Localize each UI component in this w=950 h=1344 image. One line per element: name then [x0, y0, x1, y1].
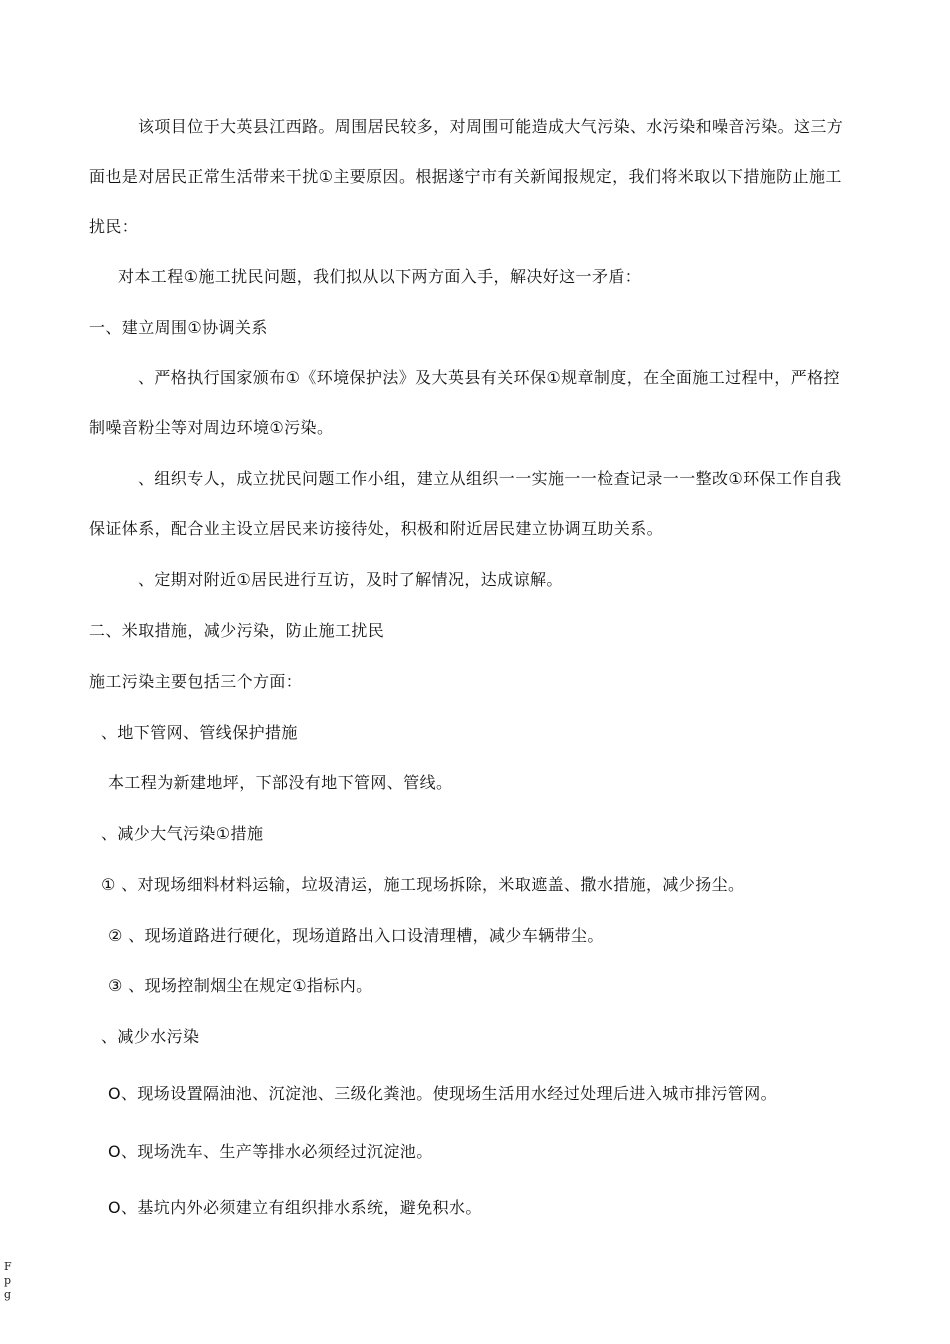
section-heading-2: 二、米取措施，减少污染，防止施工扰民: [89, 621, 385, 640]
item-regulations-line-2: 制噪音粉尘等对周边环境①污染。: [89, 418, 334, 437]
pollution-intro: 施工污染主要包括三个方面：: [89, 672, 303, 691]
margin-mark-p: p: [4, 1274, 12, 1287]
item-workgroup-line-1: 、组织专人，成立扰民问题工作小组，建立从组织一一实施一一检查记录一一整改①环保工作自我: [138, 469, 842, 488]
air-measure-3: ③ 、现场控制烟尘在规定①指标内。: [108, 976, 373, 995]
item-visits: 、定期对附近①居民进行互访，及时了解情况，达成谅解。: [138, 570, 563, 589]
paragraph-intro-line-3: 扰民：: [89, 217, 139, 236]
margin-mark-g: g: [4, 1288, 12, 1301]
air-measure-1: ① 、对现场细料材料运输，垃圾清运，施工现场拆除，米取遮盖、撒水措施，减少扬尘。: [101, 875, 745, 894]
subheading-pipeline-protection: 、地下管网、管线保护措施: [101, 723, 298, 742]
water-measure-2: O、现场洗车、生产等排水必须经过沉淀池。: [108, 1142, 433, 1161]
air-measure-2: ② 、现场道路进行硬化，现场道路出入口设清理槽，减少车辆带尘。: [108, 926, 604, 945]
water-measure-3: O、基坑内外必须建立有组织排水系统，避免积水。: [108, 1198, 482, 1217]
paragraph-intro-line-1: 该项目位于大英县江西路。周围居民较多，对周围可能造成大气污染、水污染和噪音污染。这三方: [138, 117, 844, 136]
section-heading-1: 一、建立周围①协调关系: [89, 318, 268, 337]
item-workgroup-line-2: 保证体系，配合业主设立居民来访接待处，积极和附近居民建立协调互助关系。: [89, 519, 664, 538]
item-regulations-line-1: 、严格执行国家颁布①《环境保护法》及大英县有关环保①规章制度，在全面施工过程中，严格控: [138, 368, 840, 387]
subheading-water-pollution: 、减少水污染: [101, 1027, 200, 1046]
paragraph-approach: 对本工程①施工扰民问题，我们拟从以下两方面入手，解决好这一矛盾：: [118, 267, 642, 286]
pipeline-note: 本工程为新建地坪，下部没有地下管网、管线。: [108, 773, 453, 792]
margin-mark-f: F: [4, 1260, 12, 1273]
subheading-air-pollution: 、减少大气污染①措施: [101, 824, 264, 843]
paragraph-intro-line-2: 面也是对居民正常生活带来干扰①主要原因。根据遂宁市有关新闻报规定，我们将米取以下措施防止施工: [89, 167, 842, 186]
water-measure-1: O、现场设置隔油池、沉淀池、三级化粪池。使现场生活用水经过处理后进入城市排污管网。: [108, 1084, 777, 1103]
